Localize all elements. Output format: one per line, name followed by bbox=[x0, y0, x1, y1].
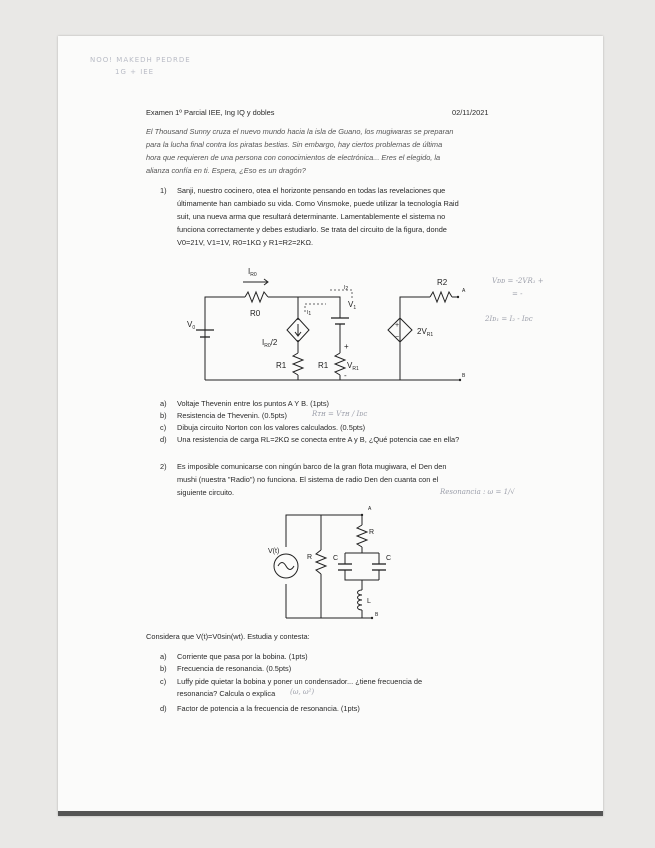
question-1-line: últimamente han cambiado su vida. Como Vinsmoke, puede utilizar la tecnología Raid bbox=[177, 199, 459, 208]
svg-text:V1: $V_1$ bbox=[348, 300, 357, 311]
student-group-scribble: 1G + IEE bbox=[115, 68, 155, 76]
r0-label: R0 bbox=[250, 309, 261, 318]
r1-right-label: R1 bbox=[318, 361, 329, 370]
svg-text:+: + bbox=[394, 322, 400, 329]
q2-item-letter: a) bbox=[160, 652, 167, 661]
node-a2-label: A bbox=[368, 506, 372, 512]
q2-item-letter: d) bbox=[160, 704, 167, 713]
source-label: V(t) bbox=[268, 548, 280, 555]
question-1-line: Sanji, nuestro cocinero, otea el horizonte pensando en todas las revelaciones que bbox=[177, 186, 446, 195]
q2-item-text: Luffy pide quietar la bobina y poner un condensador... ¿tiene frecuencia de bbox=[177, 677, 423, 686]
series-resistor bbox=[357, 525, 367, 547]
handwritten-note: = - bbox=[512, 290, 523, 298]
q2-item-letter: b) bbox=[160, 664, 167, 673]
question-2-number: 2) bbox=[160, 462, 167, 471]
student-name-scribble: NOO! MAKEDH PEDRDE bbox=[90, 56, 191, 64]
q1-item-letter: d) bbox=[160, 435, 167, 444]
r2-label: R2 bbox=[437, 278, 448, 287]
node-a-label: A bbox=[462, 288, 466, 294]
c1-label: C bbox=[333, 555, 339, 562]
question-2-line: siguiente circuito. bbox=[177, 488, 235, 497]
question-1-number: 1) bbox=[160, 186, 167, 195]
intro-line: hora que requieren de una persona con conocimientos de electrónica... Eres el elegido, la bbox=[146, 153, 441, 162]
q2-item-letter: c) bbox=[160, 677, 167, 686]
series-r-label: R bbox=[369, 529, 375, 536]
handwritten-note: (ω, ω²) bbox=[290, 688, 315, 696]
q1-item-text: Dibuja circuito Norton con los valores calculados. (0.5pts) bbox=[177, 423, 366, 432]
node-b-label: B bbox=[462, 373, 466, 379]
q2-item-text: Frecuencia de resonancia. (0.5pts) bbox=[177, 664, 292, 673]
svg-text:+: + bbox=[344, 342, 349, 351]
q1-item-text: Resistencia de Thevenin. (0.5pts) bbox=[177, 411, 287, 420]
consider-line: Considera que V(t)=V0sin(wt). Estudia y contesta: bbox=[146, 632, 310, 641]
svg-text:2VR1: $2V_{R1}$ bbox=[417, 327, 434, 338]
question-1-line: funciona correctamente y debes estudiarlo. Se trata del circuito de la figura, donde bbox=[177, 225, 447, 234]
q2-item-text: Corriente que pasa por la bobina. (1pts) bbox=[177, 652, 308, 661]
r1-left-label: R1 bbox=[276, 361, 287, 370]
question-1-line: V0=21V, V1=1V, R0=1KΩ y R1=R2=2KΩ. bbox=[177, 238, 314, 247]
q1-item-text: Una resistencia de carga RL=2KΩ se conecta entre A y B, ¿Qué potencia cae en ella? bbox=[177, 435, 460, 444]
question-2-line: Es imposible comunicarse con ningún barco de la gran flota mugiwara, el Den den bbox=[177, 462, 447, 471]
svg-text:V0: $V_0$ bbox=[187, 320, 196, 331]
svg-text:I2: I2 bbox=[344, 285, 349, 292]
q2-item-text: Factor de potencia a la frecuencia de resonancia. (1pts) bbox=[177, 704, 360, 713]
q1-item-letter: a) bbox=[160, 399, 167, 408]
svg-text:IR0: $I_{R0}$ bbox=[248, 267, 257, 278]
q1-item-letter: c) bbox=[160, 423, 167, 432]
handwritten-note: Resonancia : ω = 1/√ bbox=[440, 488, 515, 496]
node-b2-label: B bbox=[375, 612, 379, 618]
shunt-r-label: R bbox=[307, 554, 313, 561]
svg-text:IR0/2: $I_{R0}/2$ bbox=[262, 338, 278, 349]
handwritten-note: Vᴅᴅ = -2VR₁ + bbox=[492, 277, 544, 285]
q1-item-text: Voltaje Thevenin entre los puntos A Y B. (1pts) bbox=[177, 399, 330, 408]
exam-date: 02/11/2021 bbox=[452, 108, 489, 117]
c2-label: C bbox=[386, 555, 392, 562]
svg-text:I1: I1 bbox=[307, 310, 312, 317]
handwritten-note: Rᴛʜ = Vᴛʜ / Iᴅᴄ bbox=[312, 410, 368, 418]
q2-item-text: resonancia? Calcula o explica bbox=[177, 689, 276, 698]
svg-text:VR1: $V_{R1}$ bbox=[347, 361, 359, 372]
l-label: L bbox=[367, 598, 371, 605]
question-2-line: mushi (nuestra "Radio") no funciona. El sistema de radio Den den cuanta con el bbox=[177, 475, 439, 484]
inductor bbox=[358, 590, 363, 610]
handwritten-note: 2Iᴅ₁ = I₂ - Iᴅᴄ bbox=[485, 315, 533, 323]
intro-line: para la lucha final contra los piratas bestias. Sin embargo, hay ciertos problemas de última bbox=[146, 140, 443, 149]
shunt-resistor bbox=[316, 550, 326, 574]
intro-line: alianza confía en ti. Espera, ¿Eso es un dragón? bbox=[146, 166, 306, 175]
question-1-line: suit, una nueva arma que resultará determinante. Lamentablemente el sistema no bbox=[177, 212, 446, 221]
svg-text:−: − bbox=[394, 334, 400, 341]
exam-title: Examen 1º Parcial IEE, Ing IQ y dobles bbox=[146, 108, 275, 117]
q1-item-letter: b) bbox=[160, 411, 167, 420]
intro-line: El Thousand Sunny cruza el nuevo mundo hacia la isla de Guano, los mugiwaras se preparan bbox=[146, 127, 454, 136]
svg-text:-: - bbox=[344, 371, 347, 380]
